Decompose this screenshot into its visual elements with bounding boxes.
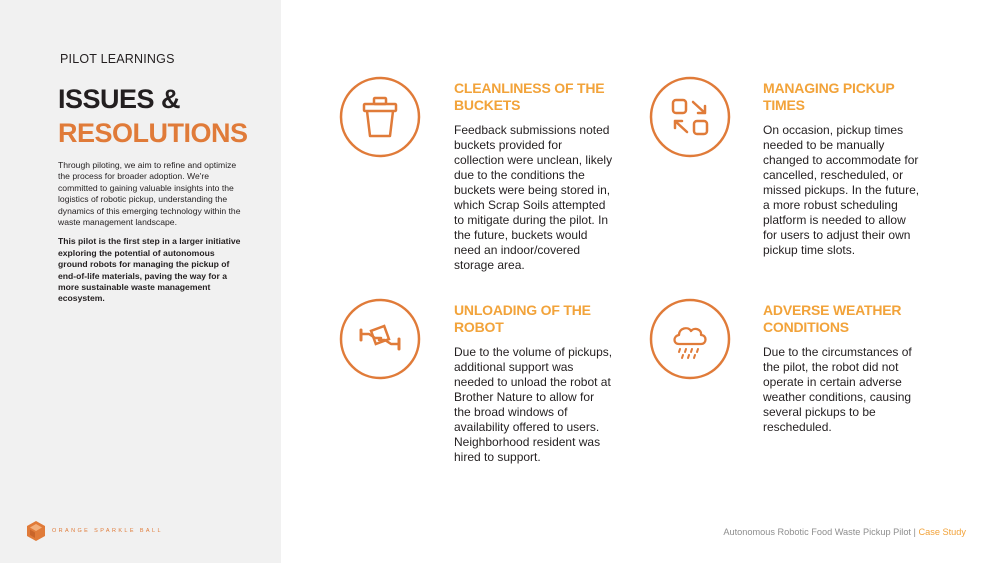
footer-separator: |: [913, 527, 916, 537]
brand-logo: [26, 520, 163, 542]
intro-paragraph: Through piloting, we aim to refine and optimize the process for broader adoption. We're committed to gaining valuable insights into the logistics of robotic pickup, understanding the dynamics of this emerging technology within the waste management landscape.: [58, 160, 241, 228]
card-title-weather: ADVERSE WEATHER CONDITIONS: [763, 302, 902, 335]
brand-name: ORANGE SPARKLE BALL: [52, 528, 163, 534]
cube-logo-icon: [26, 520, 46, 542]
section-eyebrow: PILOT LEARNINGS: [60, 52, 175, 66]
bucket-icon: [339, 76, 421, 158]
footer: [723, 527, 966, 537]
page-title: [58, 82, 248, 150]
card-title-pickup-times: MANAGING PICKUP TIMES: [763, 80, 895, 113]
card-body-buckets: Feedback submissions noted buckets provided for collection were unclean, likely due to the conditions the buckets were being stored in, which Scrap Soils attempted to mitigate during the pilot. In the future, buckets would need an indoor/covered storage area.: [454, 123, 613, 272]
title-line-1: ISSUES &: [58, 84, 181, 114]
footer-case-study: Case Study: [918, 527, 966, 537]
title-line-2: RESOLUTIONS: [58, 118, 248, 148]
intro-text: [58, 160, 244, 313]
reschedule-icon: [649, 76, 731, 158]
card-body-pickup-times: On occasion, pickup times needed to be manually changed to accommodate for cancelled, rescheduled, or missed pickups. In the future, a more robust scheduling platform is needed to allow for users to adjust their own pickup time slots.: [763, 123, 920, 257]
intro-paragraph-bold: This pilot is the first step in a larger initiative exploring the potential of autonomous ground robots for managing the pickup of end-of-life materials, paving the way for a more sustainable waste management ecosystem.: [58, 236, 241, 304]
handoff-icon: [339, 298, 421, 380]
card-body-weather: Due to the circumstances of the pilot, the robot did not operate in certain adverse weather conditions, causing several pickups to be rescheduled.: [763, 345, 912, 434]
sidebar: [0, 0, 281, 563]
rain-cloud-icon: [649, 298, 731, 380]
card-body-unloading: Due to the volume of pickups, additional support was needed to unload the robot at Brother Nature to allow for the broad windows of availability offered to users. Neighborhood resident was hired to support.: [454, 345, 613, 464]
footer-project: Autonomous Robotic Food Waste Pickup Pilot: [723, 527, 911, 537]
card-title-unloading: UNLOADING OF THE ROBOT: [454, 302, 591, 335]
card-title-buckets: CLEANLINESS OF THE BUCKETS: [454, 80, 605, 113]
